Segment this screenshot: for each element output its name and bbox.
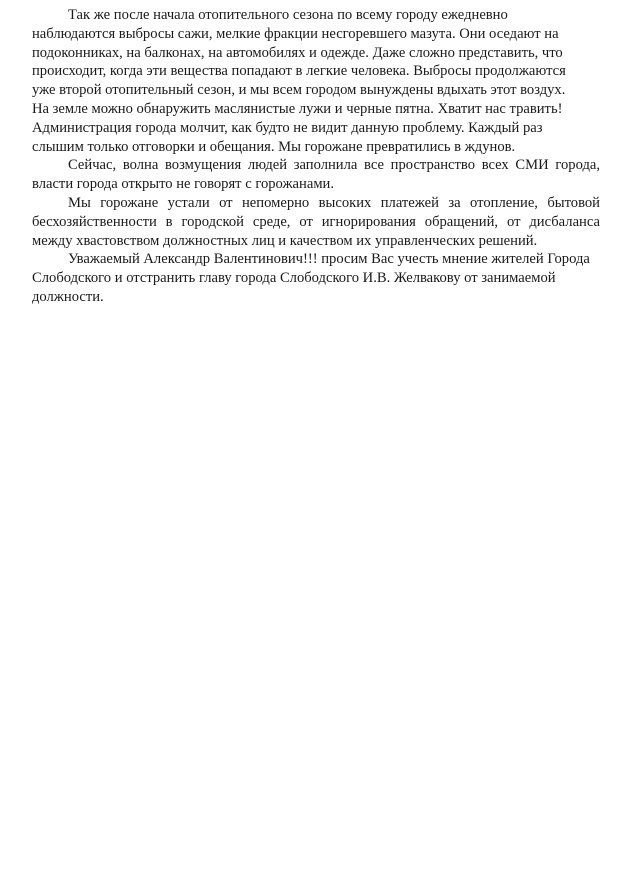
paragraph-request [32, 250, 600, 306]
text-line: Так же после начала отопительного сезона по всему городу ежедневно [68, 7, 508, 23]
paragraph-media [32, 156, 600, 194]
text-line: между хвастовством должностных лиц и качеством их управленческих решений. [32, 232, 538, 249]
text-line: Сейчас, волна возмущения людей заполнила все пространство всех СМИ города, [68, 157, 600, 174]
text-line: Мы горожане устали от непомерно высоких платежей за отопление, бытовой [68, 194, 600, 211]
text-line: наблюдаются выбросы сажи, мелкие фракции несгоревшего мазута. Они оседают на [32, 25, 559, 42]
text-line: уже второй отопительный сезон, и мы всем городом вынуждены вдыхать этот воздух. [32, 82, 566, 99]
text-line: происходит, когда эти вещества попадают в легкие человека. Выбросы продолжаются [32, 63, 566, 80]
text-line: Слободского и отстранить главу города Слободского И.В. Желвакову от занимаемой [32, 270, 556, 287]
paragraph-emissions [32, 6, 600, 156]
text-line: На земле можно обнаружить маслянистые лужи и черные пятна. Хватит нас травить! [32, 100, 563, 117]
text-line: Уважаемый Александр Валентинович!!! просим Вас учесть мнение жителей Города [68, 251, 590, 268]
text-line: Администрация города молчит, как будто не видит данную проблему. Каждый раз [32, 119, 543, 136]
text-line: слышим только отговорки и обещания. Мы горожане превратились в ждунов. [32, 138, 516, 155]
paragraph-complaints [32, 194, 600, 250]
text-line: бесхозяйственности в городской среде, от игнорирования обращений, от дисбаланса [32, 213, 600, 230]
text-line: власти города открыто не говорят с горожанами. [32, 176, 335, 193]
document-body [32, 6, 600, 307]
text-line: подоконниках, на балконах, на автомобилях и одежде. Даже сложно представить, что [32, 44, 563, 61]
text-line: должности. [32, 288, 104, 305]
